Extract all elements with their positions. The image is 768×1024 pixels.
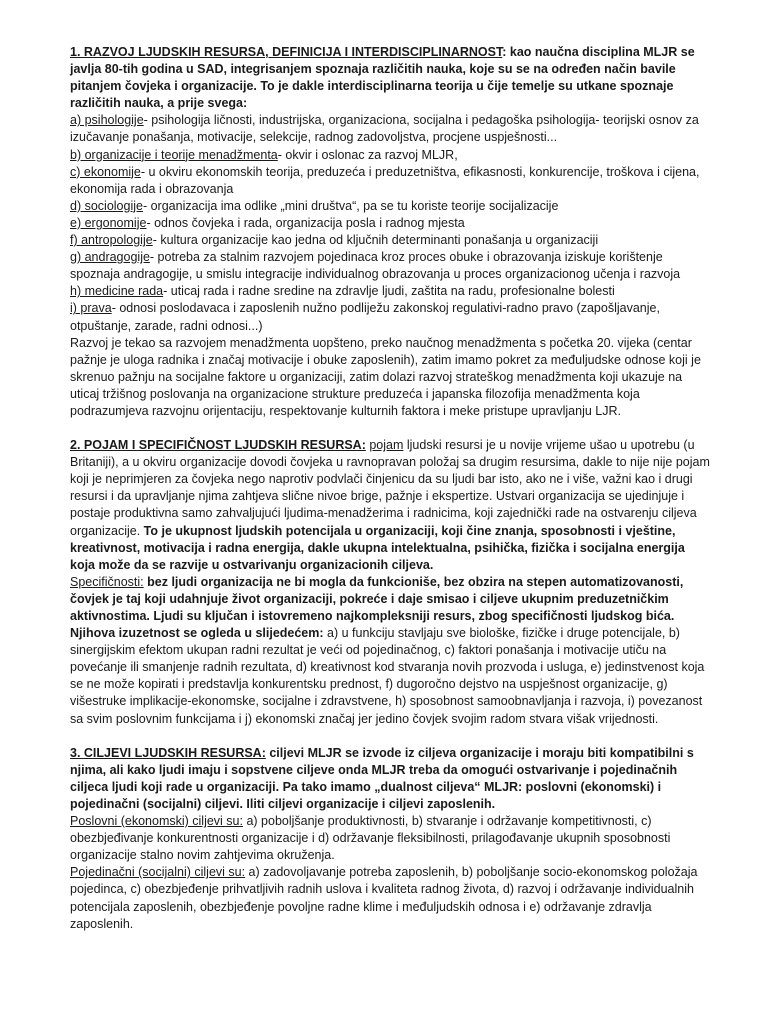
section-1 <box>70 44 712 420</box>
section-3-paragraph-3 <box>70 864 712 932</box>
list-item-label: h) medicine rada <box>70 284 164 299</box>
section-3-paragraph-1 <box>70 745 712 813</box>
list-item-pravo <box>70 300 712 334</box>
list-item-label: g) andragogije <box>70 250 150 265</box>
list-item-text: - odnos čovjeka i rada, organizacija posla i radnog mjesta <box>146 215 465 230</box>
list-item-label: c) ekonomije <box>70 164 141 179</box>
section-3-bold-text: ciljevi MLJR se izvode iz ciljeva organizacije i moraju biti kompatibilni s njima, ali kako ljudi imaju i sopstvene ciljeve onda MLJR treba da omogući ostvarivanje i pojedinačnih ciljeca ljudi koji rade u organizaciji. Pa tako imamo „dualnost ciljeva“ MLJR: poslovni (ekonomski) i pojedinačni (socijalni) ciljevi. Iliti ciljevi organizacije i ciljevi zaposlenih. <box>70 745 694 811</box>
section-2-heading: 2. POJAM I SPECIFIČNOST LJUDSKIH RESURSA: <box>70 438 366 453</box>
poslovni-ciljevi-label: Poslovni (ekonomski) ciljevi su: <box>70 814 243 829</box>
pojedinacni-ciljevi-text: a) zadovoljavanje potreba zaposlenih, b) poboljšanje socio-ekonomskog položaja pojedinca, c) obezbjeđenje prihvatljivih radnih uslova i kvaliteta radnog života, d) razvoj i održavanje individualnih potencijala zaposlenih, obezbjeđenje povoljne radne klime i međuljudskih odnosa i e) održavanje zdravlja zaposlenih. <box>70 865 698 931</box>
list-item-ergonomija <box>70 215 712 232</box>
list-item-label: i) prava <box>70 301 112 316</box>
list-item-antropologija <box>70 232 712 249</box>
list-item-label: f) antropologije <box>70 233 153 248</box>
specificnosti-bold-text: bez ljudi organizacija ne bi mogla da funkcioniše, bez obzira na stepen automatizovanosti, čovjek je taj koji udahnjuje život organizaciji, pokreće i daje smisao i ciljeve ukupnim preduzetničkim aktivnostima. Ljudi su ključan i istovremeno najkompleksniji resurs, zbog specifičnosti ljudskog bića. Njihova izuzetnost se ogleda u slijedećem: <box>70 574 684 641</box>
list-item-label: b) organizacije i teorije menadžmenta <box>70 147 278 162</box>
section-3-paragraph-2 <box>70 813 712 864</box>
list-item-text: - organizacija ima odlike „mini društva“, pa se tu koriste teorije socijalizacije <box>142 198 559 213</box>
section-2 <box>70 437 712 728</box>
list-item-label: e) ergonomije <box>70 215 147 230</box>
list-item-text: - psihologija ličnosti, industrijska, organizaciona, socijalna i pedagoška psihologija- teorijski osnov za izučavanje ponašanja, motivacije, selekcije, radnog zadovoljstva, procjene uspješnosti... <box>70 113 699 145</box>
specificnosti-label: Specifičnosti: <box>70 574 144 589</box>
list-item-text: - odnosi poslodavaca i zaposlenih nužno podliježu zakonskoj regulativi-radno pravo (zapošljavanje, otpuštanje, zarade, radni odnosi...) <box>70 301 660 333</box>
pojedinacni-ciljevi-label: Pojedinačni (socijalni) ciljevi su: <box>70 865 246 880</box>
section-1-intro <box>70 44 712 112</box>
section-2-text: ljudski resursi je u novije vrijeme ušao u upotrebu (u Britaniji), a u okviru organizacije dovodi čovjeka u ravnopravan položaj sa drugim resursima, dakle to nije nije pojam koji je neprimjeren za čovjeka nego naprotiv podvlači činjenicu da su ljudi bar isto, ako ne i više, važni kao i drugi resursi i da upravljanje njima zahtjeva slične nivoe brige, pažnje i ekspertize. Ustvari organizacija se ujedinjuje i postaje produktivna samo zahvaljujući ljudima-menadžerima i radnicima, koji zajednički rade na ostvarenju ciljeva organizacije. <box>70 438 710 538</box>
section-1-heading: 1. RAZVOJ LJUDSKIH RESURSA, DEFINICIJA I INTERDISCIPLINARNOST <box>70 45 503 59</box>
list-item-text: - u okviru ekonomskih teorija, preduzeća i preduzetništva, efikasnosti, konkurencije, troškova i cijena, ekonomija rada i obrazovanja <box>70 164 700 196</box>
section-3 <box>70 745 712 933</box>
specificnosti-text: a) u funkciju stavljaju sve biološke, fizičke i druge potencijale, b) sinergijskim efektom ukupan radni rezultat je veći od pojedinačnog, c) faktori ponašanja i motivacije utiču na povećanje ili smanjenje radnih rezultata, d) kreativnost kod stvaranja novih prozvoda i usluga, e) jedinstvenost koja se ne može kopirati i predstavlja konkurentsku prednost, f) dugoročno dejstvo na uspješnost organizacije, g) višestruke implikacije-ekonomske, socijalne i zdravstvene, h) sposobnost samoobnavljanja i razvoja, i) povezanost sa svim poslovnim funkcijama i j) ekonomski značaj jer jedino čovjek svojim radom stvara višak vrijednosti. <box>70 626 705 726</box>
list-item-sociologija <box>70 198 712 215</box>
list-item-label: d) sociologije <box>70 198 143 213</box>
list-item-ekonomija <box>70 164 712 198</box>
list-item-text: - uticaj rada i radne sredine na zdravlje ljudi, zaštita na radu, profesionalne bolesti <box>163 284 615 299</box>
list-item-psihologija <box>70 112 712 146</box>
section-2-paragraph-1 <box>70 437 712 574</box>
list-item-label: a) psihologije <box>70 113 144 128</box>
list-item-text: - okvir i oslonac za razvoj MLJR, <box>277 147 458 162</box>
list-item-medicina-rada <box>70 283 712 300</box>
list-item-andragogija <box>70 249 712 283</box>
list-item-organizacija <box>70 147 712 164</box>
list-item-text: - kultura organizacije kao jedna od ključnih determinanti ponašanja u organizaciji <box>152 233 599 248</box>
section-1-intro-text: : kao naučna disciplina MLJR se javlja 80-tih godina u SAD, integrisanjem spoznaja različitih nauka, koje su se na određen način bavile pitanjem čovjeka i organizacije. To je dakle interdisciplinarna teorija u čije temelje su utkane spoznaje različitih nauka, a prije svega: <box>70 45 695 111</box>
poslovni-ciljevi-text: a) poboljšanje produktivnosti, b) stvaranje i održavanje kompetitivnosti, c) obezbjeđivanje konkurentnosti organizacije i d) održavanje fleksibilnosti, prilagođavanje ukupnih sposobnosti organizacije stalno novim zahtjevima okruženja. <box>70 814 671 863</box>
section-2-paragraph-2 <box>70 574 712 728</box>
section-2-bold-text: To je ukupnost ljudskih potencijala u organizaciji, koji čine znanja, sposobnosti i vještine, kreativnost, motivacija i radna energija, dakle ukupna intelektualna, psihička, fizička i socijalna energija koja može da se razvije u ostvarivanju organizacionih ciljeva. <box>70 523 685 572</box>
list-item-text: - potreba za stalnim razvojem pojedinaca kroz proces obuke i obrazovanja iziskuje korištenje spoznaja andragogije, u smislu integracije individualnog obrazovanja u proces organizacionog učenja i razvoja <box>70 250 681 282</box>
section-3-heading: 3. CILJEVI LJUDSKIH RESURSA: <box>70 745 266 760</box>
section-1-closing: Razvoj je tekao sa razvojem menadžmenta uopšteno, preko naučnog menadžmenta s početka 20. vijeka (centar pažnje je uloga radnika i značaj motivacije i obuke zaposlenih), zatim imamo pokret za međuljudske odnose koji je skrenuo pažnju na socijalne faktore u organizaciji, zatim dolazi razvoj strateškog menadžmenta koji ukazuje na uticaj tržišnog poslovanja na organizacione strukture preduzeća i japanska filozofija menadžmenta koja podrazumjeva razvojnu orijentaciju, respektovanje kulturnih faktora i meke pristupe upravljanju LJR. <box>70 335 701 418</box>
pojam-label: pojam <box>369 438 404 453</box>
